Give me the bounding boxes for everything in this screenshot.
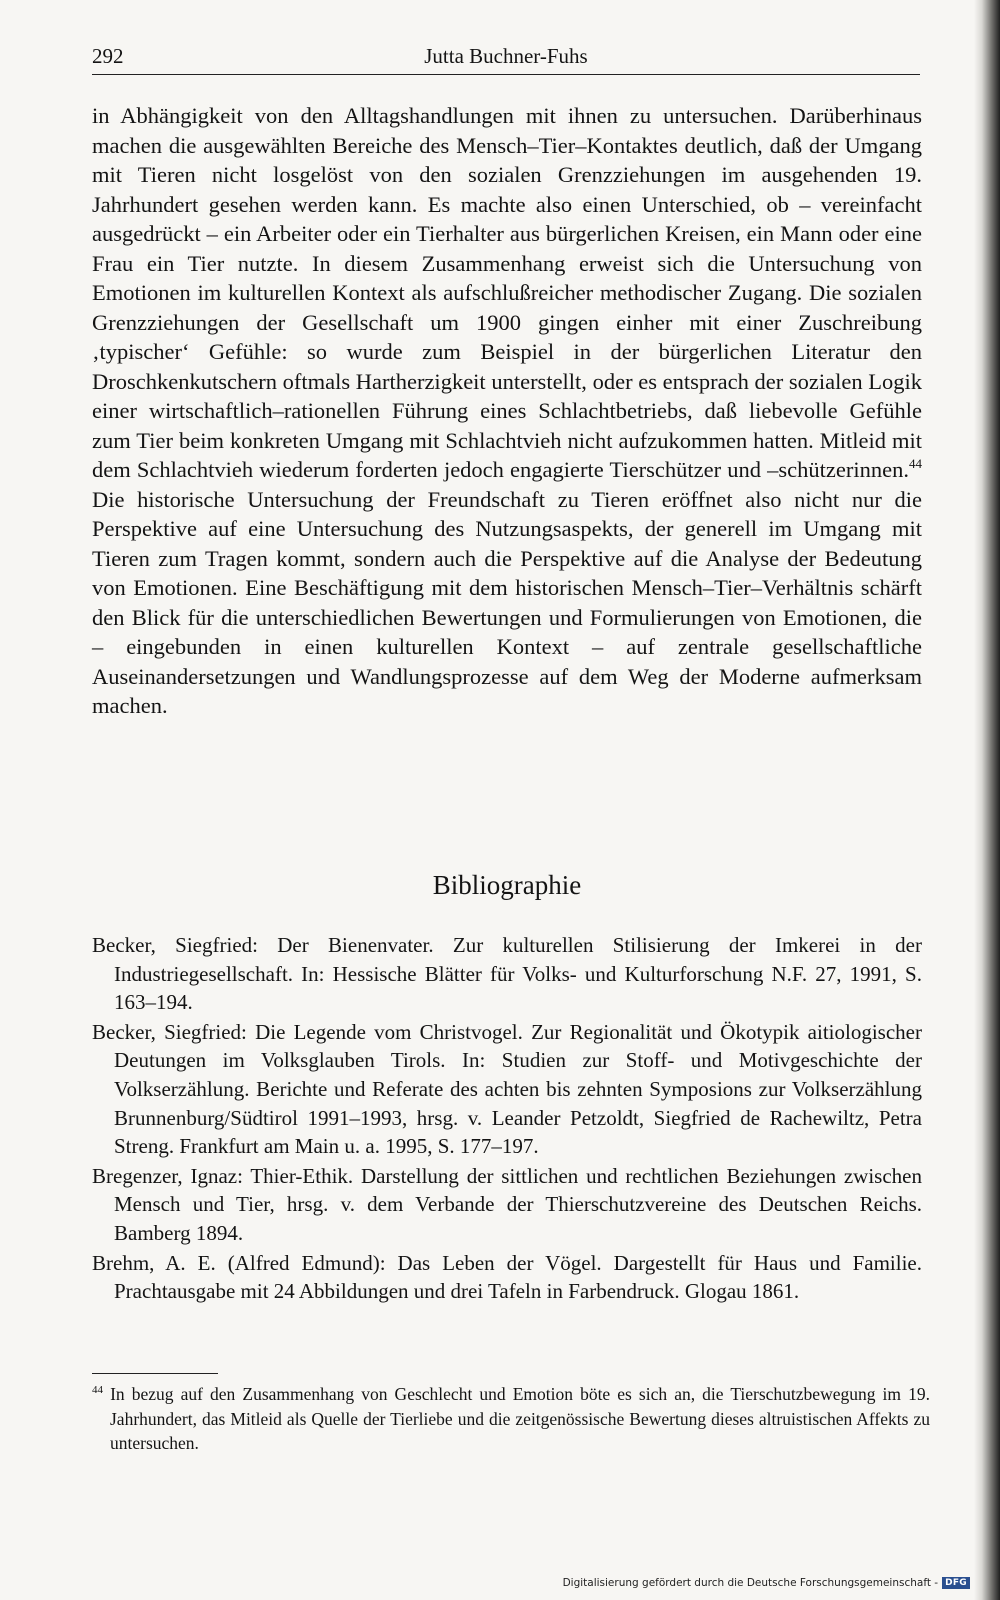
body-paragraph <box>92 101 922 721</box>
page-edge-shadow <box>974 0 1000 1600</box>
footnote <box>92 1382 930 1456</box>
credit-text: Digitalisierung gefördert durch die Deutsche Forschungsgemeinschaft - <box>562 1577 939 1589</box>
footnote-divider <box>92 1373 218 1374</box>
dfg-logo: DFG <box>942 1577 970 1589</box>
paragraph-part-1: in Abhängigkeit von den Alltagshandlungen mit ihnen zu untersuchen. Darüberhinaus machen die ausgewählten Bereiche des Mensch–Tier–Kontaktes deutlich, daß der Umgang mit Tieren nicht losgelöst von den sozialen Grenzziehungen im ausgehenden 19. Jahrhundert gesehen werden kann. Es machte also einen Unterschied, ob – vereinfacht ausgedrückt – ein Arbeiter oder ein Tierhalter aus bürgerlichen Kreisen, ein Mann oder eine Frau ein Tier nutzte. In diesem Zusammenhang erweist sich die Untersuchung von Emotionen im kulturellen Kontext als aufschlußreicher methodischer Zugang. Die sozialen Grenzziehungen der Gesellschaft um 1900 gingen einher mit einer Zuschreibung ‚typischer‘ Gefühle: so wurde zum Beispiel in der bürgerlichen Literatur den Droschkenkutschern oftmals Hartherzigkeit unterstellt, oder es entsprach der sozialen Logik einer wirtschaftlich–rationellen Führung eines Schlachtbetriebs, daß liebevolle Gefühle zum Tier beim konkreten Umgang mit Schlachtvieh nicht aufzukommen hatten. Mitleid mit dem Schlachtvieh wiederum forderten jedoch engagierte Tierschützer und –schützerinnen. <box>92 103 922 482</box>
bibliography-list <box>92 931 922 1307</box>
digitization-credit <box>563 1577 970 1589</box>
footnote-text: In bezug auf den Zusammenhang von Geschlecht und Emotion böte es sich an, die Tierschutzbewegung im 19. Jahrhundert, das Mitleid als Quelle der Tierliebe und die zeitgenössische Bewertung dieses altruistischen Affekts zu untersuchen. <box>103 1384 930 1453</box>
page-header <box>92 44 920 75</box>
bibliography-entry: Brehm, A. E. (Alfred Edmund): Das Leben der Vögel. Dargestellt für Haus und Familie. Prachtausgabe mit 24 Abbildungen und drei Tafeln in Farbendruck. Glogau 1861. <box>92 1250 922 1304</box>
page-number: 292 <box>92 44 124 68</box>
bibliography-entry: Bregenzer, Ignaz: Thier-Ethik. Darstellung der sittlichen und rechtlichen Beziehungen zwischen Mensch und Tier, hrsg. v. dem Verbande der Thierschutzvereine des Deutschen Reichs. Bamberg 1894. <box>92 1163 922 1245</box>
bibliography-entry: Becker, Siegfried: Der Bienenvater. Zur kulturellen Stilisierung der Imkerei in der Industriegesellschaft. In: Hessische Blätter für Volks- und Kulturforschung N.F. 27, 1991, S. 163–194. <box>92 933 922 1015</box>
footnote-reference: 44 <box>909 456 922 471</box>
section-heading: Bibliographie <box>432 870 582 900</box>
footnote-number: 44 <box>92 1384 103 1396</box>
bibliography-entry: Becker, Siegfried: Die Legende vom Christvogel. Zur Regionalität und Ökotypik aitiologischer Deutungen im Volksglauben Tirols. In: Studien zur Stoff- und Motivgeschichte der Volkserzählung. Berichte und Referate des achten bis zehnten Symposions zur Volkserzählung Brunnenburg/Südtirol 1991–1993, hrsg. v. Leander Petzoldt, Siegfried de Rachewiltz, Petra Streng. Frankfurt am Main u. a. 1995, S. 177–197. <box>92 1019 922 1159</box>
running-head: Jutta Buchner-Fuhs <box>424 44 588 68</box>
body-text <box>92 101 922 721</box>
paragraph-part-2: Die historische Untersuchung der Freundschaft zu Tieren eröffnet also nicht nur die Perspektive auf eine Untersuchung des Nutzungsaspekts, der generell im Umgang mit Tieren zum Tragen kommt, sondern auch die Perspektive auf die Analyse der Bedeutung von Emotionen. Eine Beschäftigung mit dem historischen Mensch–Tier–Verhältnis schärft den Blick für die unterschiedlichen Bewertungen und Formulierungen von Emotionen, die – eingebunden in einen kulturellen Kontext – auf zentrale gesellschaftliche Auseinandersetzungen und Wandlungsprozesse auf dem Weg der Moderne aufmerksam machen. <box>92 486 922 718</box>
